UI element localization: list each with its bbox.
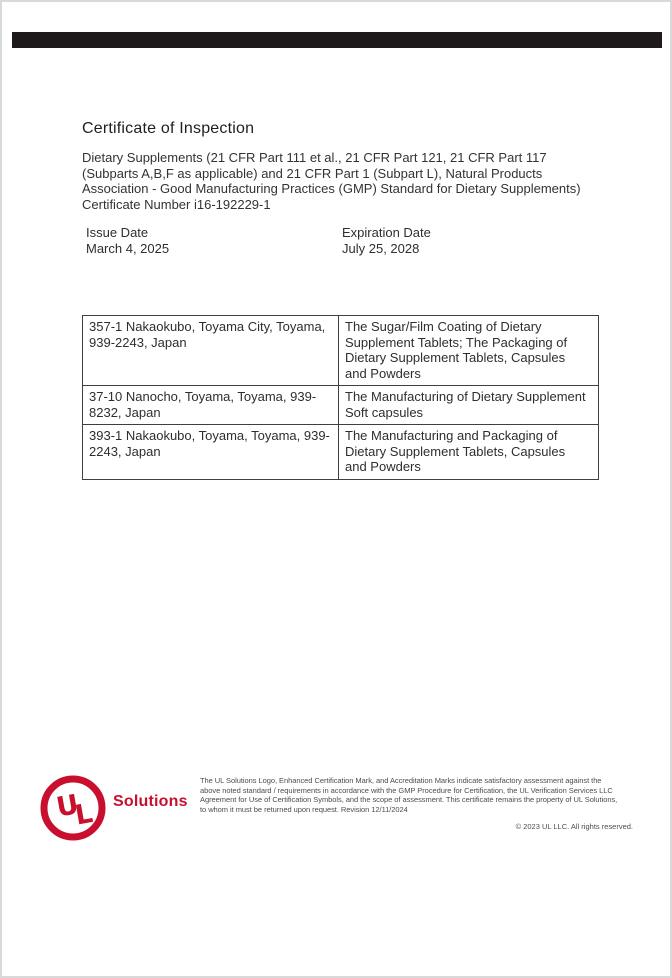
- description-line: Association - Good Manufacturing Practices (GMP) Standard for Dietary Supplements): [82, 181, 581, 197]
- description-line: Certificate Number i16-192229-1: [82, 196, 271, 212]
- header-band: [12, 32, 662, 48]
- table-row: [83, 316, 599, 386]
- certificate-description: [82, 150, 581, 212]
- expiration-date-value: July 25, 2028: [342, 241, 420, 256]
- page-title: Certificate of Inspection: [82, 120, 255, 137]
- ul-monogram-logo-icon: [39, 774, 107, 842]
- expiration-date-block: [342, 225, 431, 257]
- description-line: Dietary Supplements (21 CFR Part 111 et al., 21 CFR Part 121, 21 CFR Part 117: [82, 150, 547, 165]
- legal-line: above noted standard / requirements in accordance with the GMP Procedure for Certification, the UL Verification Services LLC: [200, 785, 613, 795]
- table-row: [83, 425, 599, 480]
- logo-wordmark: Solutions: [113, 793, 188, 810]
- site-scope: The Manufacturing of Dietary Supplement Soft capsules: [339, 386, 599, 425]
- monogram-letter-u: U: [54, 789, 82, 824]
- issue-date-value: March 4, 2025: [86, 241, 170, 256]
- site-address: 357-1 Nakaokubo, Toyama City, Toyama, 939-2243, Japan: [83, 316, 339, 386]
- legal-line: to whom it must be returned upon request. Revision 12/11/2024: [200, 804, 408, 814]
- site-address: 393-1 Nakaokubo, Toyama, Toyama, 939-2243, Japan: [83, 425, 339, 480]
- site-scope: The Manufacturing and Packaging of Dietary Supplement Tablets, Capsules and Powders: [339, 425, 599, 480]
- legal-line: Agreement for Use of Certification Symbols, and the scope of assessment. This certificate remains the property of UL Solutions,: [200, 795, 618, 804]
- expiration-date-label: Expiration Date: [342, 225, 431, 240]
- description-line: (Subparts A,B,F as applicable) and 21 CFR Part 1 (Subpart L), Natural Products: [82, 165, 543, 181]
- table-row: [83, 386, 599, 425]
- legal-line: The UL Solutions Logo, Enhanced Certification Mark, and Accreditation Marks indicate satisfactory assessment against the: [200, 776, 602, 785]
- issue-date-label: Issue Date: [86, 225, 149, 240]
- site-scope: The Sugar/Film Coating of Dietary Supplement Tablets; The Packaging of Dietary Supplement Tablets, Capsules and Powders: [339, 316, 599, 386]
- issue-date-block: [86, 225, 169, 257]
- legal-text: [200, 776, 640, 814]
- copyright-notice: © 2023 UL LLC. All rights reserved.: [515, 822, 633, 831]
- sites-table: [82, 315, 599, 480]
- site-address: 37-10 Nanocho, Toyama, Toyama, 939-8232, Japan: [83, 386, 339, 425]
- monogram-letter-l: L: [72, 797, 96, 832]
